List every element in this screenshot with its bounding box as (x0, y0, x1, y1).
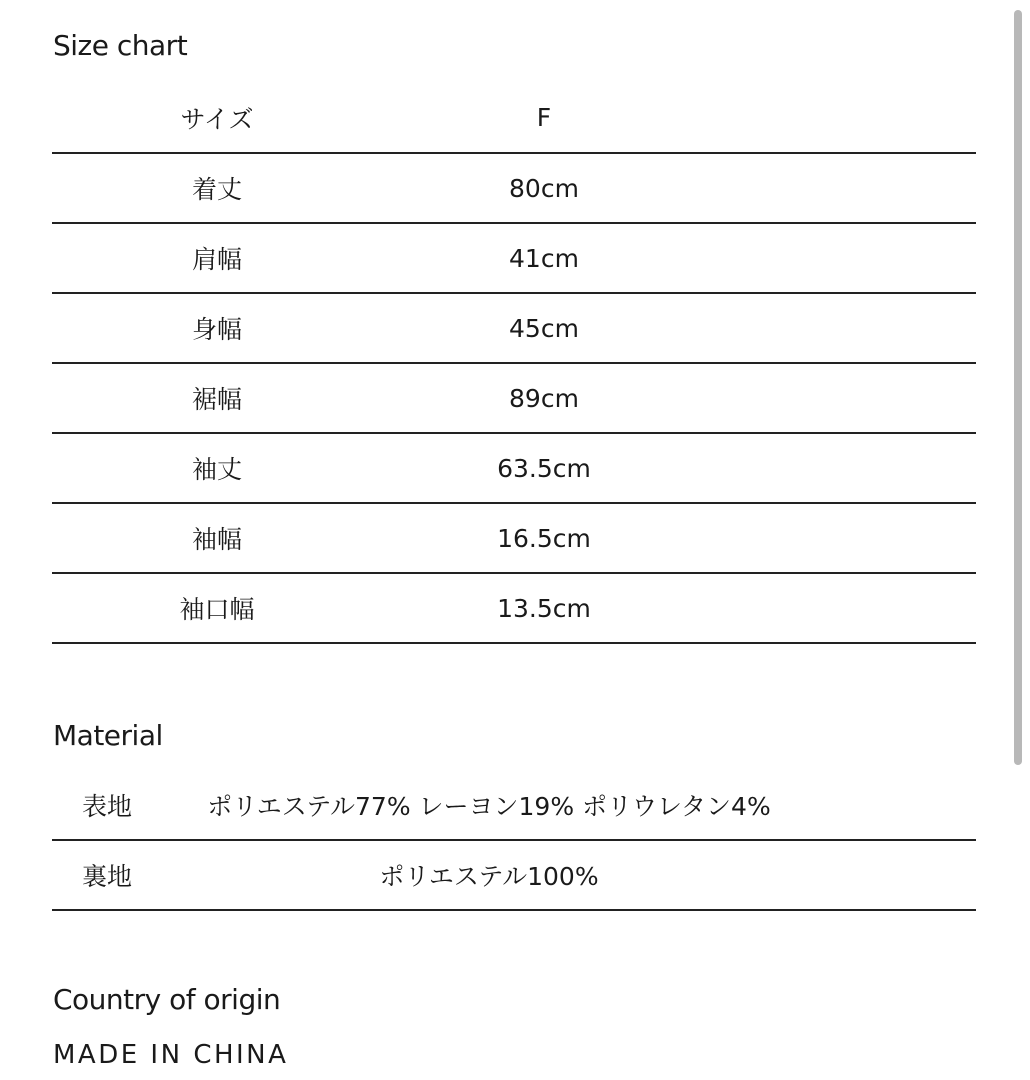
row-label: 身幅 (191, 315, 242, 344)
row-label: 肩幅 (191, 245, 242, 274)
table-row (52, 771, 976, 841)
table-row (52, 154, 976, 224)
origin-value: MADE IN CHINA (53, 1040, 289, 1070)
size-chart-title: Size chart (53, 29, 188, 62)
table-row (52, 434, 976, 504)
table-row (52, 294, 976, 364)
row-value: ポリエステル100% (379, 862, 599, 891)
table-row (52, 504, 976, 574)
origin-title: Country of origin (53, 983, 281, 1016)
size-chart-header-row (52, 83, 976, 154)
size-chart-table (52, 83, 976, 644)
table-row (52, 224, 976, 294)
size-header-value: F (536, 103, 552, 132)
material-table (52, 771, 976, 911)
row-value: ポリエステル77% レーヨン19% ポリウレタン4% (207, 792, 771, 821)
row-label: 袖丈 (191, 455, 242, 484)
row-value: 80cm (509, 173, 579, 203)
row-label: 着丈 (191, 175, 242, 204)
row-label: 袖口幅 (179, 595, 255, 624)
table-row (52, 841, 976, 911)
row-label: 裏地 (81, 862, 132, 891)
row-value: 16.5cm (497, 523, 591, 553)
row-label: 袖幅 (191, 525, 242, 554)
row-label: 裾幅 (191, 385, 242, 414)
size-header-label: サイズ (180, 104, 254, 134)
table-row (52, 574, 976, 644)
row-label: 表地 (81, 792, 132, 821)
row-value: 41cm (509, 243, 579, 273)
material-title: Material (53, 719, 163, 752)
row-value: 13.5cm (497, 593, 591, 623)
row-value: 45cm (509, 313, 579, 343)
row-value: 63.5cm (497, 453, 591, 483)
scrollbar[interactable] (1012, 0, 1030, 1080)
table-row (52, 364, 976, 434)
row-value: 89cm (509, 383, 579, 413)
scrollbar-thumb[interactable] (1014, 10, 1022, 765)
